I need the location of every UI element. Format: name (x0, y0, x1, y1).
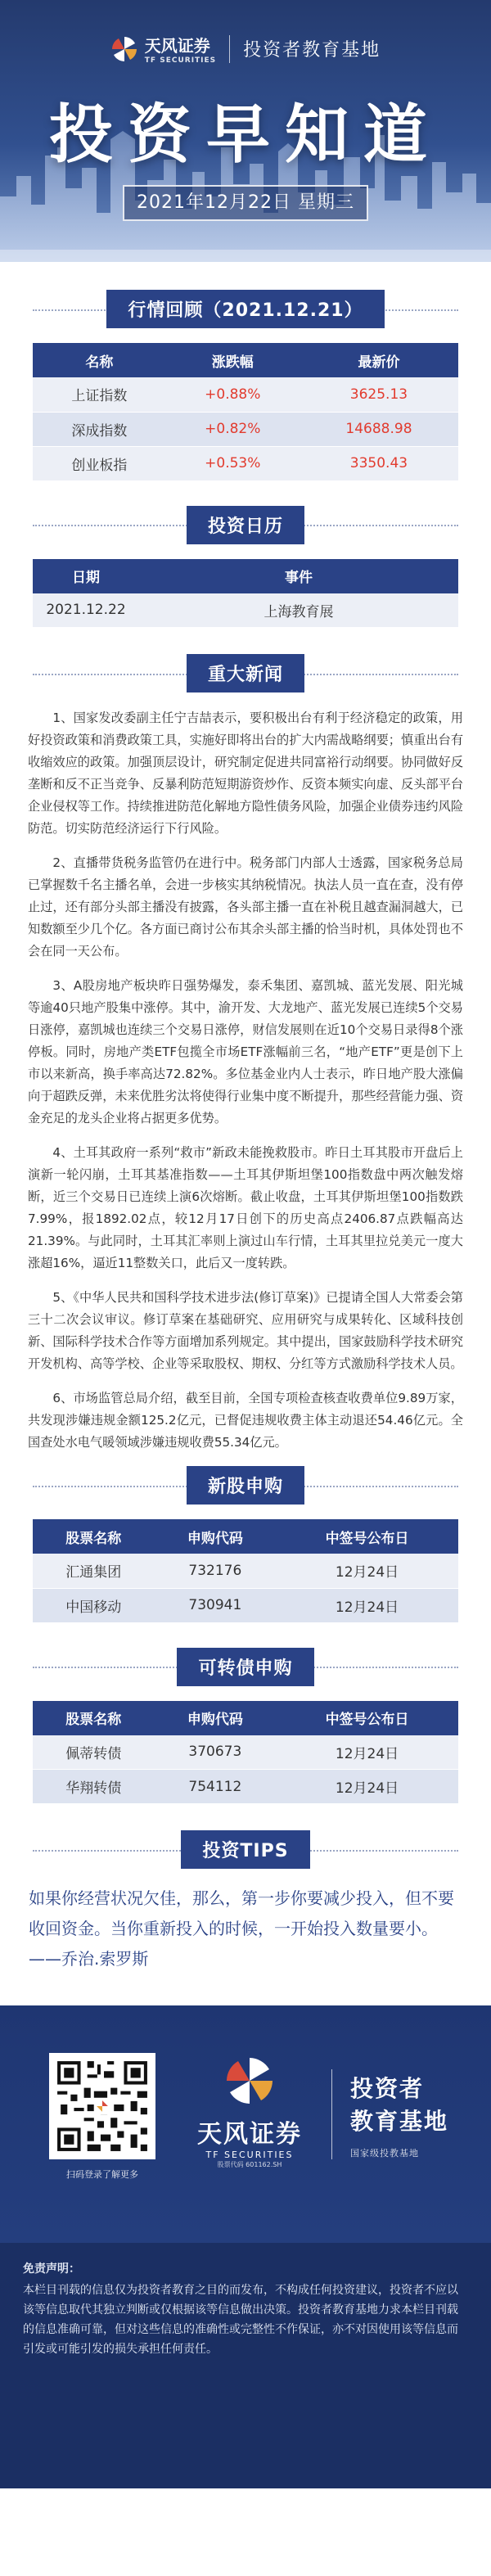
section-heading-news (0, 654, 491, 692)
table-row (33, 1588, 458, 1622)
footer-base-subtitle: 国家级投教基地 (350, 2148, 419, 2159)
index-name: 深成指数 (33, 412, 166, 446)
pinwheel-logo-icon (223, 2055, 276, 2107)
brand-row (0, 33, 491, 65)
footer-stock-code: 股票代码 601162.SH (217, 2161, 282, 2168)
table-row (33, 377, 458, 412)
section-heading-ipo (0, 1466, 491, 1505)
date-bar: 2021年12月22日 星期三 (123, 185, 368, 221)
qr-code-icon[interactable] (49, 2053, 155, 2159)
news-item: 5、《中华人民共和国科学技术进步法(修订草案)》已提请全国人大常委会第三十二次会议审议。修订草案在基础研究、应用研究与成果转化、区域科技创新、国际科学技术合作等方面增加系列规定。其中提出，国家鼓励科学技术研究开发机构、高等学校、企业等采取股权、期权、分红等方式激励科学技术人员。 (28, 1290, 463, 1371)
brand-logo (110, 33, 216, 65)
footer-logo (188, 2055, 311, 2169)
market-table (33, 343, 458, 481)
column-header: 申购代码 (155, 1701, 277, 1735)
tip-quote: 如果你经营状况欠佳，那么，第一步你要减少投入，但不要收回资金。当你重新投入的时候，一开始投入数量要小。——乔治.索罗斯 (29, 1888, 454, 1969)
bond-name: 华翔转债 (33, 1770, 155, 1804)
table-row (33, 593, 458, 628)
subscription-code: 754112 (155, 1770, 277, 1804)
footer-divider (331, 2069, 332, 2159)
calendar-table (33, 559, 458, 629)
announce-date: 12月24日 (276, 1735, 458, 1770)
section-heading-market (0, 290, 491, 328)
column-header: 中签号公布日 (276, 1701, 458, 1735)
page-title: 投资早知道 (48, 98, 442, 172)
column-header: 涨跌幅 (166, 343, 300, 377)
header-banner (0, 0, 491, 262)
announce-date: 12月24日 (276, 1770, 458, 1804)
event-name: 上海教育展 (139, 593, 458, 628)
news-item: 3、A股房地产板块昨日强势爆发，泰禾集团、嘉凯城、蓝光发展、阳光城等逾40只地产股集中涨停。其中，渝开发、大龙地产、蓝光发展已连续5个交易日涨停，嘉凯城也连续三个交易日涨停，财信发展则在近10个交易日录得8个涨停板。同时，房地产类ETF包揽全市场ETF涨幅前三名，“地产ETF”更是创下上市以来新高，换手率高达72.82%。多位基金业内人士表示，昨日地产股大涨偏向于超跌反弹，未来优胜劣汰将使得行业集中度不断提升，那些经营能力强、资金充足的龙头企业将占据更多优势。 (28, 978, 463, 1126)
column-header: 最新价 (300, 343, 458, 377)
column-header: 申购代码 (155, 1519, 277, 1554)
table-row (33, 1554, 458, 1588)
subscription-code: 730941 (155, 1588, 277, 1622)
column-header: 中签号公布日 (276, 1519, 458, 1554)
footer-base-line1: 投资者 (350, 2075, 425, 2102)
news-item: 2、直播带货税务监管仍在进行中。税务部门内部人士透露，国家税务总局已掌握数千名主播名单，会进一步核实其纳税情况。执法人员一直在查，没有停止过，还有部分头部主播没有披露，各头部主播一直在补税且越查漏洞越大，已知数额至少几个亿。各方面已商讨公布其余头部主播的恰当时机，具体处罚也不会在同一天公布。 (28, 855, 463, 959)
table-header-row (33, 343, 458, 377)
event-date: 2021.12.22 (33, 593, 139, 628)
section-title: 新股申购 (187, 1466, 304, 1505)
stock-name: 中国移动 (33, 1588, 155, 1622)
announce-date: 12月24日 (276, 1588, 458, 1622)
base-label: 投资者教育基地 (243, 40, 381, 61)
footer-base-line2: 教育基地 (350, 2108, 449, 2135)
index-price: 3625.13 (300, 377, 458, 412)
section-heading-calendar (0, 506, 491, 544)
disclaimer (0, 2243, 491, 2488)
column-header: 事件 (139, 559, 458, 593)
table-row (33, 412, 458, 446)
index-name: 创业板指 (33, 446, 166, 480)
footer-banner (0, 2005, 491, 2243)
news-item: 4、土耳其政府一系列“救市”新政未能挽救股市。昨日土耳其股市开盘后上演新一轮闪崩，土耳其基准指数——土耳其伊斯坦堡100指数盘中两次触发熔断，近三个交易日已连续上演6次熔断。截止收盘，土耳其伊斯坦堡100指数跌7.99%，报1892.02点，较12月17日创下的历史高点2406.87点跌幅高达21.39%。与此同时，土耳其汇率则上演过山车行情，土耳其里拉兑美元一度大涨超16%，逼近11整数关口，此后又一度转跌。 (28, 1145, 463, 1270)
news-item: 6、市场监管总局介绍，截至目前，全国专项检查核查收费单位9.89万家，共发现涉嫌违规金额125.2亿元，已督促违规收费主体主动退还54.46亿元。全国查处水电气暖领域涉嫌违规收费55.34亿元。 (28, 1391, 463, 1450)
footer-brand-en: TF SECURITIES (205, 2150, 294, 2160)
subscription-code: 370673 (155, 1735, 277, 1770)
section-title: 可转债申购 (177, 1648, 313, 1686)
disclaimer-title: 免责声明： (23, 2262, 80, 2276)
bond-name: 佩蒂转债 (33, 1735, 155, 1770)
announce-date: 12月24日 (276, 1554, 458, 1588)
column-header: 日期 (33, 559, 139, 593)
ipo-table (33, 1519, 458, 1623)
section-heading-tips (0, 1830, 491, 1869)
section-title: 投资日历 (187, 506, 304, 544)
news-list (28, 707, 463, 1454)
index-change: +0.53% (166, 446, 300, 480)
pinwheel-logo-icon (110, 35, 138, 63)
section-heading-bond (0, 1648, 491, 1686)
index-price: 14688.98 (300, 412, 458, 446)
section-title: 投资TIPS (181, 1830, 309, 1869)
index-change: +0.82% (166, 412, 300, 446)
column-header: 股票名称 (33, 1701, 155, 1735)
index-name: 上证指数 (33, 377, 166, 412)
qr-caption: 扫码登录了解更多 (66, 2169, 138, 2180)
qr-block[interactable] (49, 2053, 155, 2181)
index-price: 3350.43 (300, 446, 458, 480)
section-title: 重大新闻 (187, 654, 304, 692)
brand-divider (229, 35, 230, 63)
column-header: 名称 (33, 343, 166, 377)
column-header: 股票名称 (33, 1519, 155, 1554)
brand-name: 天风证券 (144, 36, 210, 56)
index-change: +0.88% (166, 377, 300, 412)
stock-name: 汇通集团 (33, 1554, 155, 1588)
table-row (33, 446, 458, 480)
news-item: 1、国家发改委副主任宁吉喆表示，要积极出台有利于经济稳定的政策，用好投资政策和消费政策工具，实施好即将出台的扩大内需战略纲要；慎重出台有收缩效应的政策。加强顶层设计，研究制定促进共同富裕行动纲要。协同做好反垄断和反不正当竞争、反暴利防范短期游资炒作、反资本频实向虚、反头部平台企业侵权等工作。持续推进防范化解地方隐性债务风险，加强企业债券违约风险防范。切实防范经济运行下行风险。 (28, 711, 463, 836)
bond-table (33, 1701, 458, 1805)
section-title: 行情回顾（2021.12.21） (106, 290, 384, 328)
footer-base-title (350, 2073, 448, 2138)
brand-sub: TF SECURITIES (144, 56, 217, 65)
table-row (33, 1770, 458, 1804)
table-row (33, 1735, 458, 1770)
table-header-row (33, 1701, 458, 1735)
table-header-row (33, 559, 458, 593)
disclaimer-text: 本栏目刊载的信息仅为投资者教育之目的而发布，不构成任何投资建议，投资者不应以该等信息取代其独立判断或仅根据该等信息做出决策。投资者教育基地力求本栏目刊载的信息准确可靠，但对这些信息的准确性或完整性不作保证，亦不对因使用该等信息而引发或可能引发的损失承担任何责任。 (23, 2284, 458, 2356)
table-header-row (33, 1519, 458, 1554)
subscription-code: 732176 (155, 1554, 277, 1588)
footer-brand-name: 天风证券 (197, 2120, 302, 2149)
